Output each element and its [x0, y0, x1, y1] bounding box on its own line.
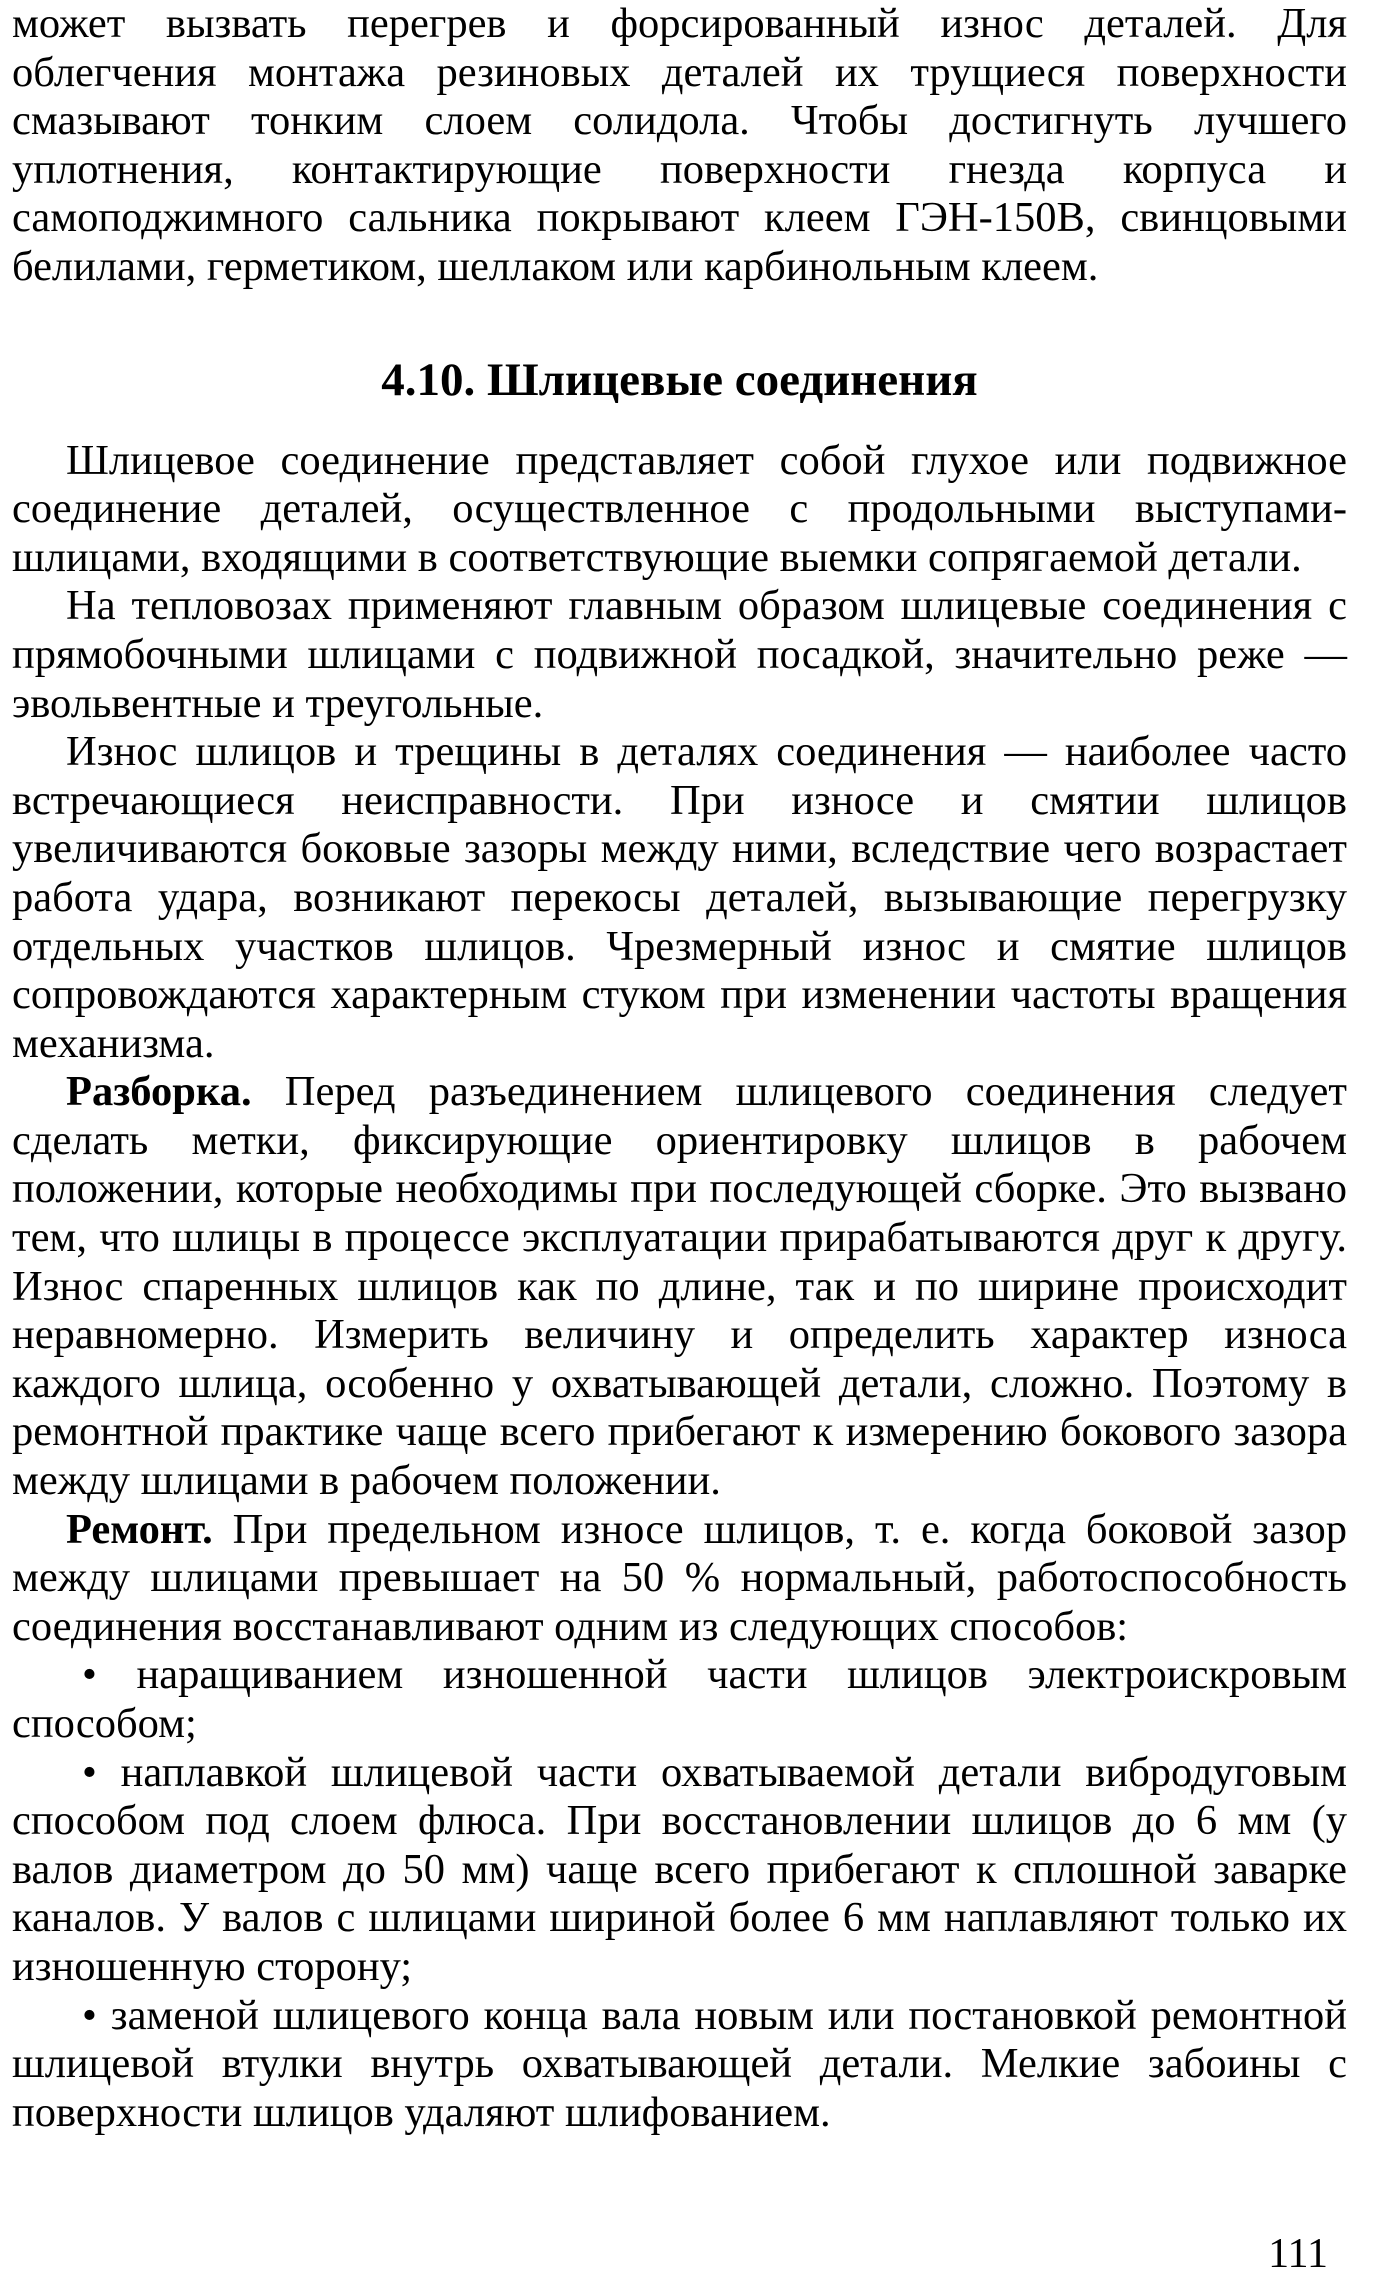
paragraph-disassembly: [12, 1068, 1347, 1505]
list-item: • заменой шлицевого конца вала новым или постановкой ремонтной шлицевой втулки внутрь охватывающей детали. Мелкие забоины с поверхности шлицов удаляют шлифованием.: [12, 1991, 1347, 2136]
list-item: • наплавкой шлицевой части охватываемой детали вибродуговым способом под слоем флюса. При восстановлении шлицов до 6 мм (у валов диаметром до 50 мм) чаще всего прибегают к сплошной заварке каналов. У валов с шлицами шириной более 6 мм наплавляют только их изношенную сторону;: [12, 1748, 1347, 1990]
section-title: 4.10. Шлицевые соединения: [381, 353, 978, 406]
paragraph-types: На тепловозах применяют главным образом шлицевые соединения с прямобочными шлицами с подвижной посадкой, значительно реже — эвольвентные и треугольные.: [12, 582, 1347, 727]
repair-lead: Ремонт.: [66, 1505, 213, 1553]
paragraph-wear: Износ шлицов и трещины в деталях соединения — наиболее часто встречающиеся неисправности. При износе и смятии шлицов увеличиваются боковые зазоры между ними, вследствие чего возрастает работа удара, возникают перекосы деталей, вызывающие перегрузку отдельных участков шлицов. Чрезмерный износ и смятие шлицов сопровождаются характерным стуком при изменении частоты вращения механизма.: [12, 728, 1347, 1067]
continued-paragraph: может вызвать перегрев и форсированный износ деталей. Для облегчения монтажа резиновых деталей их трущиеся поверхности смазывают тонким слоем солидола. Чтобы достигнуть лучшего уплотнения, контактирующие поверхности гнезда корпуса и самоподжимного сальника покрывают клеем ГЭН-150В, свинцовыми белилами, герметиком, шеллаком или карбинольным клеем.: [12, 0, 1347, 290]
list-item: • наращиванием изношенной части шлицов электроискровым способом;: [12, 1651, 1347, 1747]
disassembly-lead: Разборка.: [66, 1068, 252, 1116]
paragraph-definition: Шлицевое соединение представляет собой глухое или подвижное соединение деталей, осуществленное с продольными выступами-шлицами, входящими в соответствующие выемки сопрягаемой детали.: [12, 436, 1347, 581]
repair-text: При предельном износе шлицов, т. е. когда боковой зазор между шлицами превышает на 50 % нормальный, работоспособность соединения восстанавливают одним из следующих способов:: [12, 1505, 1347, 1650]
page-number: 111: [1268, 2231, 1328, 2277]
text-column: [12, 0, 1347, 2137]
paragraph-repair: [12, 1506, 1347, 1652]
disassembly-text: Перед разъединением шлицевого соединения следует сделать метки, фиксирующие ориентировку шлицов в рабочем положении, которые необходимы при последующей сборке. Это вызвано тем, что шлицы в процессе эксплуатации прирабатываются друг к другу. Износ спаренных шлицов как по длине, так и по ширине происходит неравномерно. Измерить величину и определить характер износа каждого шлица, особенно у охватывающей детали, сложно. Поэтому в ремонтной практике чаще всего прибегают к измерению бокового зазора между шлицами в рабочем положении.: [12, 1068, 1347, 1505]
